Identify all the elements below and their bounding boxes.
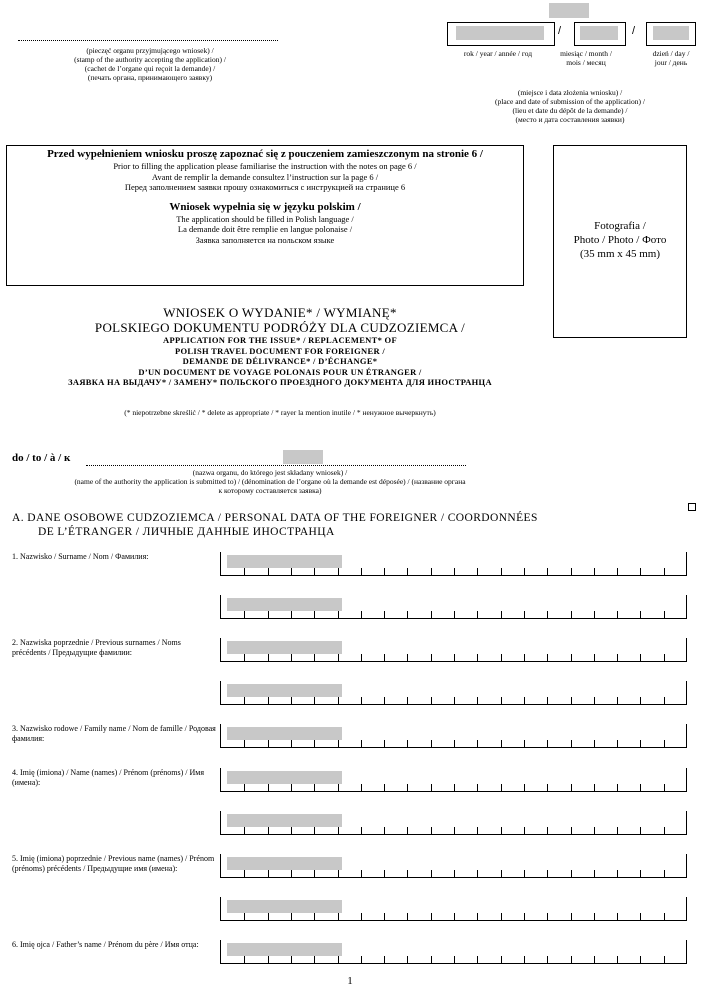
cell-tick bbox=[617, 568, 618, 575]
year-label: rok / year / année / год bbox=[463, 49, 533, 58]
cell-tick bbox=[547, 568, 548, 575]
cell-tick bbox=[268, 740, 269, 747]
cell-tick bbox=[361, 784, 362, 791]
cell-tick bbox=[431, 611, 432, 618]
cell-tick bbox=[640, 827, 641, 834]
cell-tick bbox=[314, 913, 315, 920]
cell-tick bbox=[617, 870, 618, 877]
cell-tick bbox=[244, 654, 245, 661]
cell-tick bbox=[384, 827, 385, 834]
language-heading: Wniosek wypełnia się w języku polskim / bbox=[169, 200, 361, 213]
cell-tick bbox=[501, 784, 502, 791]
cell-tick bbox=[314, 697, 315, 704]
cell-tick bbox=[617, 956, 618, 963]
stamp-caption: (pieczęć organu przyjmującego wniosek) / (stamp of the authority accepting the application) / (cachet de l’organe qui reçoit la demande) / (печать органа, принимающего заявку) bbox=[74, 46, 226, 82]
cell-tick bbox=[314, 870, 315, 877]
cell-tick bbox=[640, 784, 641, 791]
cell-tick bbox=[431, 956, 432, 963]
cell-tick bbox=[524, 740, 525, 747]
cell-tick bbox=[338, 740, 339, 747]
cell-tick bbox=[454, 870, 455, 877]
previous-name-row-2[interactable] bbox=[220, 897, 687, 921]
cell-tick bbox=[384, 870, 385, 877]
field-label-previous-name: 5. Imię (imiona) poprzednie / Previous name (names) / Prénom (prénoms) précédents / Предыдущие имя (имена): bbox=[12, 854, 215, 873]
cell-tick bbox=[501, 697, 502, 704]
cell-tick bbox=[314, 784, 315, 791]
row-fill bbox=[227, 555, 342, 568]
addressee-caption: (nazwa organu, do którego jest składany wniosek) / (name of the authority the application is submitted to) / (dénomination de l’organe où la demande est déposée) / (название органа к которому составляется заявка) bbox=[74, 468, 466, 495]
addressee-highlight bbox=[283, 450, 323, 464]
cell-tick bbox=[407, 827, 408, 834]
cell-tick bbox=[547, 611, 548, 618]
date-highlight bbox=[549, 3, 589, 18]
cell-tick bbox=[571, 568, 572, 575]
cell-tick bbox=[454, 827, 455, 834]
cell-tick bbox=[501, 611, 502, 618]
cell-tick bbox=[314, 611, 315, 618]
cell-tick bbox=[268, 956, 269, 963]
cell-tick bbox=[640, 611, 641, 618]
cell-tick bbox=[477, 913, 478, 920]
cell-tick bbox=[244, 697, 245, 704]
cell-tick bbox=[594, 913, 595, 920]
photo-label: Fotografia / Photo / Photo / Фото (35 mm x 45 mm) bbox=[573, 220, 667, 260]
cell-tick bbox=[244, 870, 245, 877]
cell-tick bbox=[594, 611, 595, 618]
cell-tick bbox=[617, 784, 618, 791]
instructions-box: Przed wypełnieniem wniosku proszę zapoznać się z pouczeniem zamieszczonym na stronie 6 / Prior to filling the application please familiarise the instruction with the notes on page 6 / Avant de remplir la demande consultez l’instruction sur la page 6 / Перед заполнением заявки прошу ознакомиться с инструкцией на странице 6 Wniosek wypełnia się w języku polskim / The application should be filled in Polish language / La demande doit être remplie en langue polonaise / Заявка заполняется на польском языке bbox=[6, 145, 524, 286]
cell-tick bbox=[431, 913, 432, 920]
cell-tick bbox=[407, 611, 408, 618]
cell-tick bbox=[547, 956, 548, 963]
cell-tick bbox=[314, 740, 315, 747]
year-fill bbox=[456, 26, 544, 40]
cell-tick bbox=[571, 956, 572, 963]
cell-tick bbox=[547, 827, 548, 834]
cell-tick bbox=[407, 956, 408, 963]
deletion-note: (* niepotrzebne skreślić / * delete as appropriate / * rayer la mention inutile / * ненужное вычеркнуть) bbox=[124, 408, 436, 417]
cell-tick bbox=[268, 697, 269, 704]
field-label-name: 4. Imię (imiona) / Name (names) / Prénom (prénoms) / Имя (имена): bbox=[12, 768, 205, 787]
row-fill bbox=[227, 857, 342, 870]
field-label-father-name: 6. Imię ojca / Father’s name / Prénom du père / Имя отца: bbox=[12, 940, 199, 949]
cell-tick bbox=[454, 740, 455, 747]
cell-tick bbox=[477, 654, 478, 661]
previous-surnames-row-2[interactable] bbox=[220, 681, 687, 705]
cell-tick bbox=[407, 784, 408, 791]
cell-tick bbox=[640, 568, 641, 575]
date-separator: / bbox=[632, 25, 636, 37]
cell-tick bbox=[640, 697, 641, 704]
cell-tick bbox=[291, 870, 292, 877]
cell-tick bbox=[617, 913, 618, 920]
stamp-line bbox=[18, 40, 278, 41]
cell-tick bbox=[244, 611, 245, 618]
cell-tick bbox=[640, 870, 641, 877]
corner-checkbox[interactable] bbox=[688, 503, 696, 511]
cell-tick bbox=[384, 611, 385, 618]
cell-tick bbox=[431, 870, 432, 877]
day-fill bbox=[653, 26, 689, 40]
cell-tick bbox=[664, 740, 665, 747]
cell-tick bbox=[524, 697, 525, 704]
cell-tick bbox=[664, 611, 665, 618]
cell-tick bbox=[477, 827, 478, 834]
row-fill bbox=[227, 684, 342, 697]
photo-box[interactable] bbox=[553, 145, 687, 338]
cell-tick bbox=[314, 827, 315, 834]
cell-tick bbox=[594, 956, 595, 963]
cell-tick bbox=[571, 611, 572, 618]
cell-tick bbox=[617, 611, 618, 618]
cell-tick bbox=[547, 784, 548, 791]
cell-tick bbox=[501, 568, 502, 575]
cell-tick bbox=[501, 827, 502, 834]
cell-tick bbox=[594, 870, 595, 877]
surname-row-2[interactable] bbox=[220, 595, 687, 619]
cell-tick bbox=[361, 611, 362, 618]
cell-tick bbox=[268, 913, 269, 920]
cell-tick bbox=[291, 913, 292, 920]
cell-tick bbox=[431, 568, 432, 575]
name-row-2[interactable] bbox=[220, 811, 687, 835]
cell-tick bbox=[547, 913, 548, 920]
cell-tick bbox=[664, 956, 665, 963]
cell-tick bbox=[594, 697, 595, 704]
cell-tick bbox=[524, 827, 525, 834]
page-number: 1 bbox=[347, 975, 353, 987]
cell-tick bbox=[268, 870, 269, 877]
cell-tick bbox=[384, 697, 385, 704]
cell-tick bbox=[291, 956, 292, 963]
cell-tick bbox=[338, 568, 339, 575]
month-label: miesiąc / month / mois / месяц bbox=[560, 49, 612, 67]
cell-tick bbox=[547, 740, 548, 747]
cell-tick bbox=[571, 654, 572, 661]
cell-tick bbox=[268, 654, 269, 661]
field-label-previous-surnames: 2. Nazwiska poprzednie / Previous surnames / Noms précédents / Предыдущие фамилии: bbox=[12, 638, 181, 657]
row-fill bbox=[227, 900, 342, 913]
row-fill bbox=[227, 598, 342, 611]
cell-tick bbox=[524, 784, 525, 791]
family-name-row[interactable] bbox=[220, 724, 687, 748]
cell-tick bbox=[291, 654, 292, 661]
cell-tick bbox=[431, 654, 432, 661]
cell-tick bbox=[477, 740, 478, 747]
cell-tick bbox=[361, 956, 362, 963]
cell-tick bbox=[244, 568, 245, 575]
row-fill bbox=[227, 771, 342, 784]
form-title: WNIOSEK O WYDANIE* / WYMIANĘ* POLSKIEGO DOKUMENTU PODRÓŻY DLA CUDZOZIEMCA / APPLICATION FOR THE ISSUE* / REPLACEMENT* OF POLISH TRAVEL DOCUMENT FOR FOREIGNER / DEMANDE DE DÉLIVRANCE* / D’ÉCHANGE* D’UN DOCUMENT DE VOYAGE POLONAIS POUR UN ÉTRANGER / ЗАЯВКА НА ВЫДАЧУ* / ЗАМЕНУ* ПОЛЬСКОГО ПРОЕЗДНОГО ДОКУМЕНТА ДЛЯ ИНОСТРАНЦА bbox=[68, 305, 492, 387]
cell-tick bbox=[571, 870, 572, 877]
cell-tick bbox=[384, 784, 385, 791]
row-fill bbox=[227, 943, 342, 956]
row-fill bbox=[227, 814, 342, 827]
cell-tick bbox=[291, 784, 292, 791]
row-fill bbox=[227, 641, 342, 654]
cell-tick bbox=[314, 956, 315, 963]
cell-tick bbox=[524, 870, 525, 877]
father-name-row[interactable] bbox=[220, 940, 687, 964]
cell-tick bbox=[664, 697, 665, 704]
cell-tick bbox=[664, 654, 665, 661]
cell-tick bbox=[338, 827, 339, 834]
cell-tick bbox=[338, 913, 339, 920]
field-label-surname: 1. Nazwisko / Surname / Nom / Фамилия: bbox=[12, 552, 149, 561]
cell-tick bbox=[547, 870, 548, 877]
cell-tick bbox=[594, 784, 595, 791]
cell-tick bbox=[291, 568, 292, 575]
cell-tick bbox=[524, 956, 525, 963]
cell-tick bbox=[454, 568, 455, 575]
instructions-heading: Przed wypełnieniem wniosku proszę zapoznać się z pouczeniem zamieszczonym na stronie 6 / bbox=[47, 148, 483, 160]
cell-tick bbox=[454, 611, 455, 618]
addressee-field[interactable] bbox=[86, 465, 466, 466]
cell-tick bbox=[244, 956, 245, 963]
cell-tick bbox=[547, 697, 548, 704]
cell-tick bbox=[524, 611, 525, 618]
cell-tick bbox=[407, 870, 408, 877]
cell-tick bbox=[454, 784, 455, 791]
cell-tick bbox=[314, 654, 315, 661]
cell-tick bbox=[640, 654, 641, 661]
cell-tick bbox=[244, 913, 245, 920]
day-label: dzień / day / jour / день bbox=[652, 49, 690, 67]
cell-tick bbox=[571, 913, 572, 920]
addressee-label: do / to / à / к bbox=[12, 452, 71, 464]
cell-tick bbox=[617, 697, 618, 704]
cell-tick bbox=[268, 568, 269, 575]
cell-tick bbox=[361, 740, 362, 747]
cell-tick bbox=[454, 654, 455, 661]
cell-tick bbox=[361, 827, 362, 834]
cell-tick bbox=[268, 784, 269, 791]
cell-tick bbox=[431, 740, 432, 747]
cell-tick bbox=[571, 784, 572, 791]
cell-tick bbox=[664, 827, 665, 834]
cell-tick bbox=[314, 568, 315, 575]
cell-tick bbox=[524, 654, 525, 661]
cell-tick bbox=[431, 784, 432, 791]
cell-tick bbox=[407, 740, 408, 747]
cell-tick bbox=[431, 827, 432, 834]
cell-tick bbox=[664, 913, 665, 920]
cell-tick bbox=[617, 740, 618, 747]
cell-tick bbox=[617, 654, 618, 661]
cell-tick bbox=[454, 913, 455, 920]
cell-tick bbox=[524, 568, 525, 575]
cell-tick bbox=[338, 611, 339, 618]
place-date-caption: (miejsce i data złożenia wniosku) / (place and date of submission of the application) / (lieu et date du dépôt de la demande) / (место и дата составления заявки) bbox=[495, 88, 645, 124]
cell-tick bbox=[244, 784, 245, 791]
previous-name-row-1[interactable] bbox=[220, 854, 687, 878]
cell-tick bbox=[571, 697, 572, 704]
cell-tick bbox=[361, 697, 362, 704]
cell-tick bbox=[664, 784, 665, 791]
cell-tick bbox=[338, 697, 339, 704]
cell-tick bbox=[501, 870, 502, 877]
cell-tick bbox=[640, 740, 641, 747]
cell-tick bbox=[384, 654, 385, 661]
cell-tick bbox=[244, 827, 245, 834]
cell-tick bbox=[361, 870, 362, 877]
cell-tick bbox=[338, 956, 339, 963]
cell-tick bbox=[547, 654, 548, 661]
field-label-family-name: 3. Nazwisko rodowe / Family name / Nom de famille / Родовая фамилия: bbox=[12, 724, 216, 743]
cell-tick bbox=[501, 654, 502, 661]
cell-tick bbox=[291, 611, 292, 618]
cell-tick bbox=[291, 697, 292, 704]
cell-tick bbox=[501, 956, 502, 963]
cell-tick bbox=[454, 697, 455, 704]
cell-tick bbox=[384, 568, 385, 575]
month-fill bbox=[580, 26, 618, 40]
name-row-1[interactable] bbox=[220, 768, 687, 792]
cell-tick bbox=[501, 913, 502, 920]
cell-tick bbox=[501, 740, 502, 747]
date-field[interactable] bbox=[447, 22, 696, 46]
cell-tick bbox=[407, 697, 408, 704]
cell-tick bbox=[664, 870, 665, 877]
cell-tick bbox=[617, 827, 618, 834]
cell-tick bbox=[477, 870, 478, 877]
cell-tick bbox=[571, 827, 572, 834]
cell-tick bbox=[640, 956, 641, 963]
cell-tick bbox=[477, 568, 478, 575]
cell-tick bbox=[594, 654, 595, 661]
cell-tick bbox=[338, 870, 339, 877]
cell-tick bbox=[291, 827, 292, 834]
cell-tick bbox=[524, 913, 525, 920]
cell-tick bbox=[407, 913, 408, 920]
cell-tick bbox=[244, 740, 245, 747]
cell-tick bbox=[664, 568, 665, 575]
cell-tick bbox=[384, 956, 385, 963]
date-separator: / bbox=[558, 25, 562, 37]
section-a-heading: A. DANE OSOBOWE CUDZOZIEMCA / PERSONAL DATA OF THE FOREIGNER / COORDONNÉES DE L’ÉTRANGER / ЛИЧНЫЕ ДАННЫЕ ИНОСТРАНЦА bbox=[12, 512, 538, 538]
cell-tick bbox=[594, 568, 595, 575]
previous-surnames-row-1[interactable] bbox=[220, 638, 687, 662]
surname-row-1[interactable] bbox=[220, 552, 687, 576]
cell-tick bbox=[361, 654, 362, 661]
cell-tick bbox=[477, 611, 478, 618]
cell-tick bbox=[477, 697, 478, 704]
cell-tick bbox=[407, 568, 408, 575]
cell-tick bbox=[361, 913, 362, 920]
cell-tick bbox=[407, 654, 408, 661]
cell-tick bbox=[338, 654, 339, 661]
cell-tick bbox=[431, 697, 432, 704]
cell-tick bbox=[454, 956, 455, 963]
cell-tick bbox=[361, 568, 362, 575]
cell-tick bbox=[477, 956, 478, 963]
cell-tick bbox=[477, 784, 478, 791]
cell-tick bbox=[291, 740, 292, 747]
cell-tick bbox=[594, 740, 595, 747]
cell-tick bbox=[594, 827, 595, 834]
cell-tick bbox=[268, 827, 269, 834]
cell-tick bbox=[640, 913, 641, 920]
cell-tick bbox=[384, 913, 385, 920]
cell-tick bbox=[384, 740, 385, 747]
cell-tick bbox=[338, 784, 339, 791]
row-fill bbox=[227, 727, 342, 740]
cell-tick bbox=[268, 611, 269, 618]
cell-tick bbox=[571, 740, 572, 747]
